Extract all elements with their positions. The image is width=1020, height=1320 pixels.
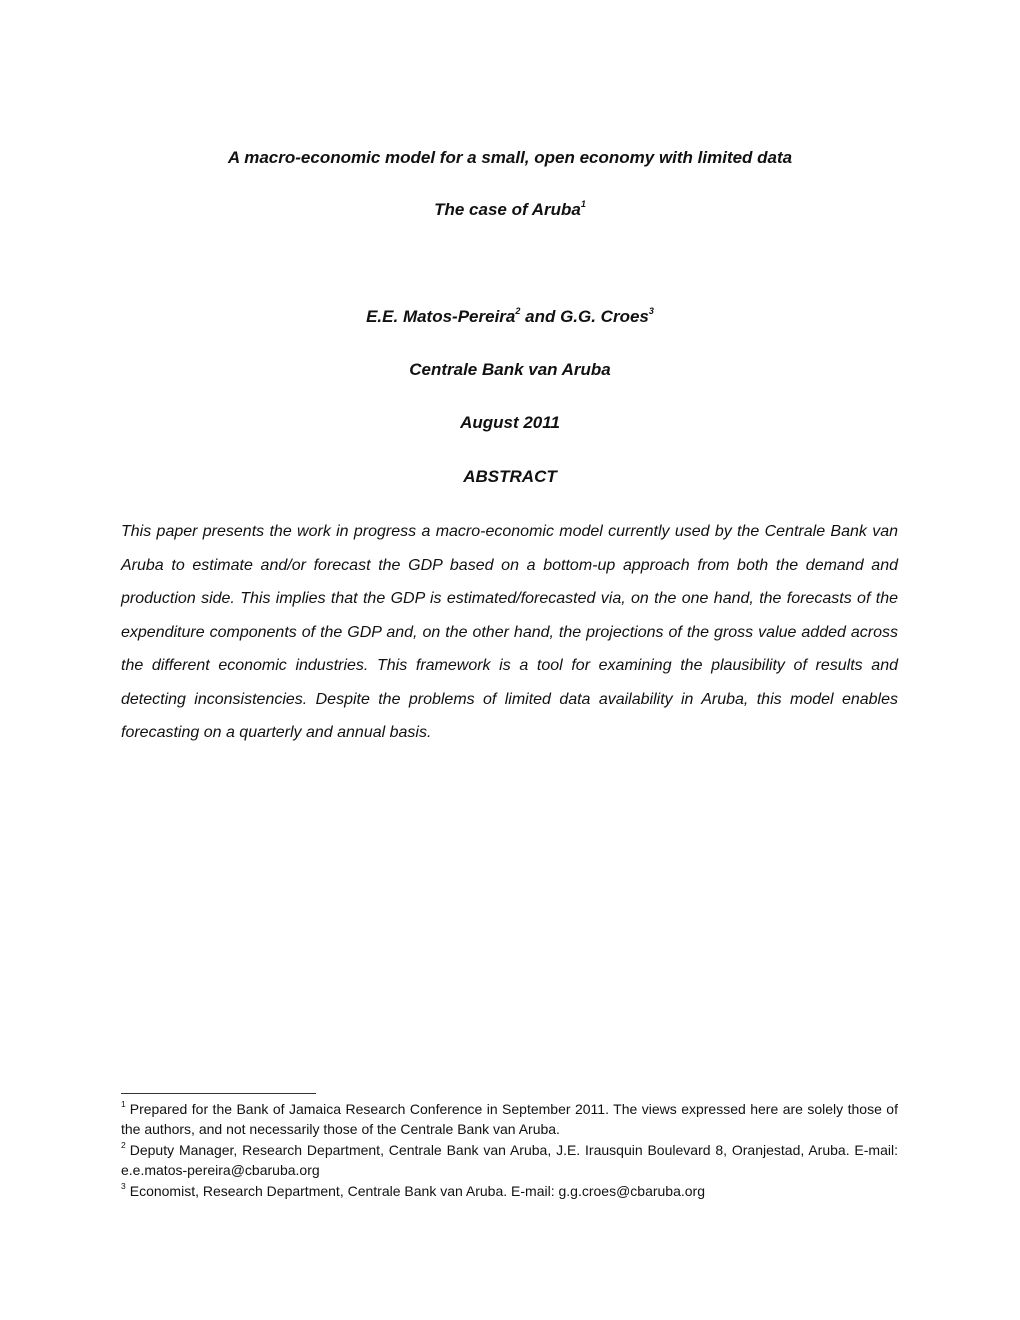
- paper-subtitle: [0, 199, 1020, 221]
- footnote-3: [121, 1181, 898, 1201]
- abstract-heading-text: ABSTRACT: [463, 467, 557, 486]
- footnote-text: Economist, Research Department, Centrale Bank van Aruba. E-mail: g.g.croes@cbaruba.org: [129, 1182, 705, 1199]
- footnotes: [121, 1099, 898, 1201]
- paper-title-text: A macro-economic model for a small, open economy with limited data: [227, 148, 793, 167]
- author-name-1: E.E. Matos-Pereira: [366, 307, 516, 326]
- paper-title: [0, 147, 1020, 169]
- date-text: August 2011: [460, 413, 560, 432]
- footnote-divider: [121, 1093, 316, 1094]
- author-line: [0, 306, 1020, 328]
- institution: [0, 359, 1020, 381]
- footnote-2: [121, 1140, 898, 1181]
- footnote-ref-2[interactable]: 2: [515, 306, 521, 317]
- footnote-text: Deputy Manager, Research Department, Centrale Bank van Aruba, J.E. Irausquin Boulevard 8, Oranjestad, Aruba. E-mail: e.e.matos-pereira@cbaruba.org: [121, 1141, 898, 1179]
- footnote-text: Prepared for the Bank of Jamaica Research Conference in September 2011. The views expressed here are solely those of the authors, and not necessarily those of the Centrale Bank van Aruba.: [121, 1101, 898, 1138]
- institution-text: Centrale Bank van Aruba: [409, 360, 611, 379]
- abstract-heading: [0, 466, 1020, 488]
- paper-subtitle-text: The case of Aruba: [434, 200, 581, 219]
- abstract-body: This paper presents the work in progress a macro-economic model currently used by the Centrale Bank van Aruba to estimate and/or forecast the GDP based on a bottom-up approach from both the demand and production side. This implies that the GDP is estimated/forecasted via, on the one hand, the forecasts of the expenditure components of the GDP and, on the other hand, the projections of the gross value added across the different economic industries. This framework is a tool for examining the plausibility of results and detecting inconsistencies. Despite the problems of limited data availability in Aruba, this model enables forecasting on a quarterly and annual basis.: [121, 523, 898, 741]
- author-conjunction: and: [520, 307, 561, 326]
- footnote-mark: 1: [121, 1099, 126, 1110]
- footnote-1: [121, 1099, 898, 1140]
- footnote-mark: 2: [121, 1140, 126, 1151]
- footnote-mark: 3: [121, 1180, 126, 1191]
- footnote-ref-1[interactable]: 1: [580, 199, 586, 210]
- author-name-2: G.G. Croes: [560, 307, 649, 326]
- footnote-ref-3[interactable]: 3: [648, 306, 654, 317]
- date: [0, 412, 1020, 434]
